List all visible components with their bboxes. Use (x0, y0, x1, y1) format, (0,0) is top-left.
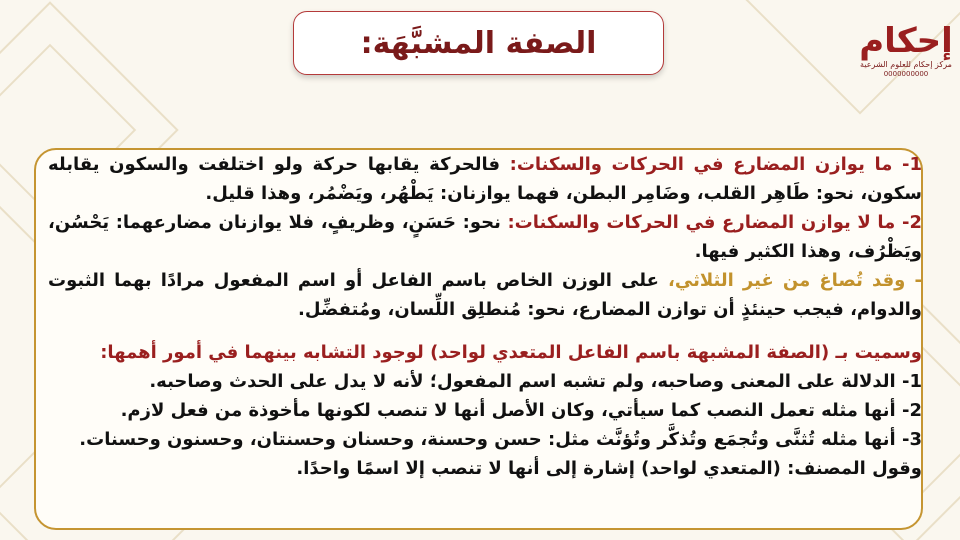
list-item (48, 396, 922, 425)
list-item (48, 367, 922, 396)
list-item (48, 425, 922, 454)
spacer (48, 324, 922, 338)
paragraph-3-heading: وقد تُصاغ من غير الثلاثي، (668, 270, 906, 291)
page-title: الصفة المشبَّهَة: (360, 25, 597, 61)
closing-line: وقول المصنف: (المتعدي لواحد) إشارة إلى أنها لا تنصب إلا اسمًا واحدًا. (296, 458, 922, 479)
list-item-text: الدلالة على المعنى وصاحبه، ولم تشبه اسم المفعول؛ لأنه لا يدل على الحدث وصاحبه. (149, 371, 896, 392)
paragraph-3-body: على الوزن الخاص باسم الفاعل أو اسم المفعول مرادًا بهما الثبوت والدوام، فيجب حينئذٍ أن توازن المضارع، نحو: مُنطلِق اللِّسان، ومُتفضِّل. (48, 270, 922, 320)
list-item-number: 1- (901, 371, 922, 392)
list-item-text: أنها مثله تعمل النصب كما سيأتي، وكان الأصل أنها لا تنصب لكونها مأخوذة من فعل لازم. (120, 400, 896, 421)
paragraph-1-heading: ما يوازن المضارع في الحركات والسكنات: (509, 154, 893, 175)
logo-subtitle: مركز إحكام للعلوم الشرعية (860, 60, 952, 69)
logo (859, 21, 953, 94)
paragraph-3-dash: - (914, 270, 922, 291)
logo-word: إحكام (859, 21, 953, 61)
content-text (48, 150, 922, 483)
logo-contact: 0000000000 (883, 70, 929, 78)
paragraph-2-number: 2- (901, 212, 922, 233)
paragraph-2-body: نحو: حَسَنٍ، وظريفٍ، فلا يوازنان مضارعهما: يَحْسُن، ويَظْرُف، وهذا الكثير فيها. (48, 212, 922, 262)
paragraph-1-number: 1- (901, 154, 922, 175)
paragraph-2 (48, 208, 922, 266)
paragraph-1-body: فالحركة يقابها حركة ولو اختلفت والسكون يقابله سكون، نحو: طَاهِر القلب، وضَامِر البطن، فهما يوازنان: يَطْهُر، ويَضْمُر، وهذا قليل. (48, 154, 922, 204)
list-item-text: أنها مثله تُثنَّى وتُجمَع وتُذكَّر وتُؤنَّث مثل: حسن وحسنة، وحسنان وحسنتان، وحسنون وحسنات. (79, 429, 896, 450)
paragraph-2-heading: ما لا يوازن المضارع في الحركات والسكنات: (507, 212, 896, 233)
naming-heading: وسميت بـ (الصفة المشبهة باسم الفاعل المتعدي لواحد) لوجود التشابه بينهما في أمور أهمها: (100, 342, 922, 363)
list-item-number: 3- (901, 429, 922, 450)
paragraph-1 (48, 150, 922, 208)
title-box (293, 11, 664, 75)
paragraph-3 (48, 266, 922, 324)
list-item-number: 2- (901, 400, 922, 421)
